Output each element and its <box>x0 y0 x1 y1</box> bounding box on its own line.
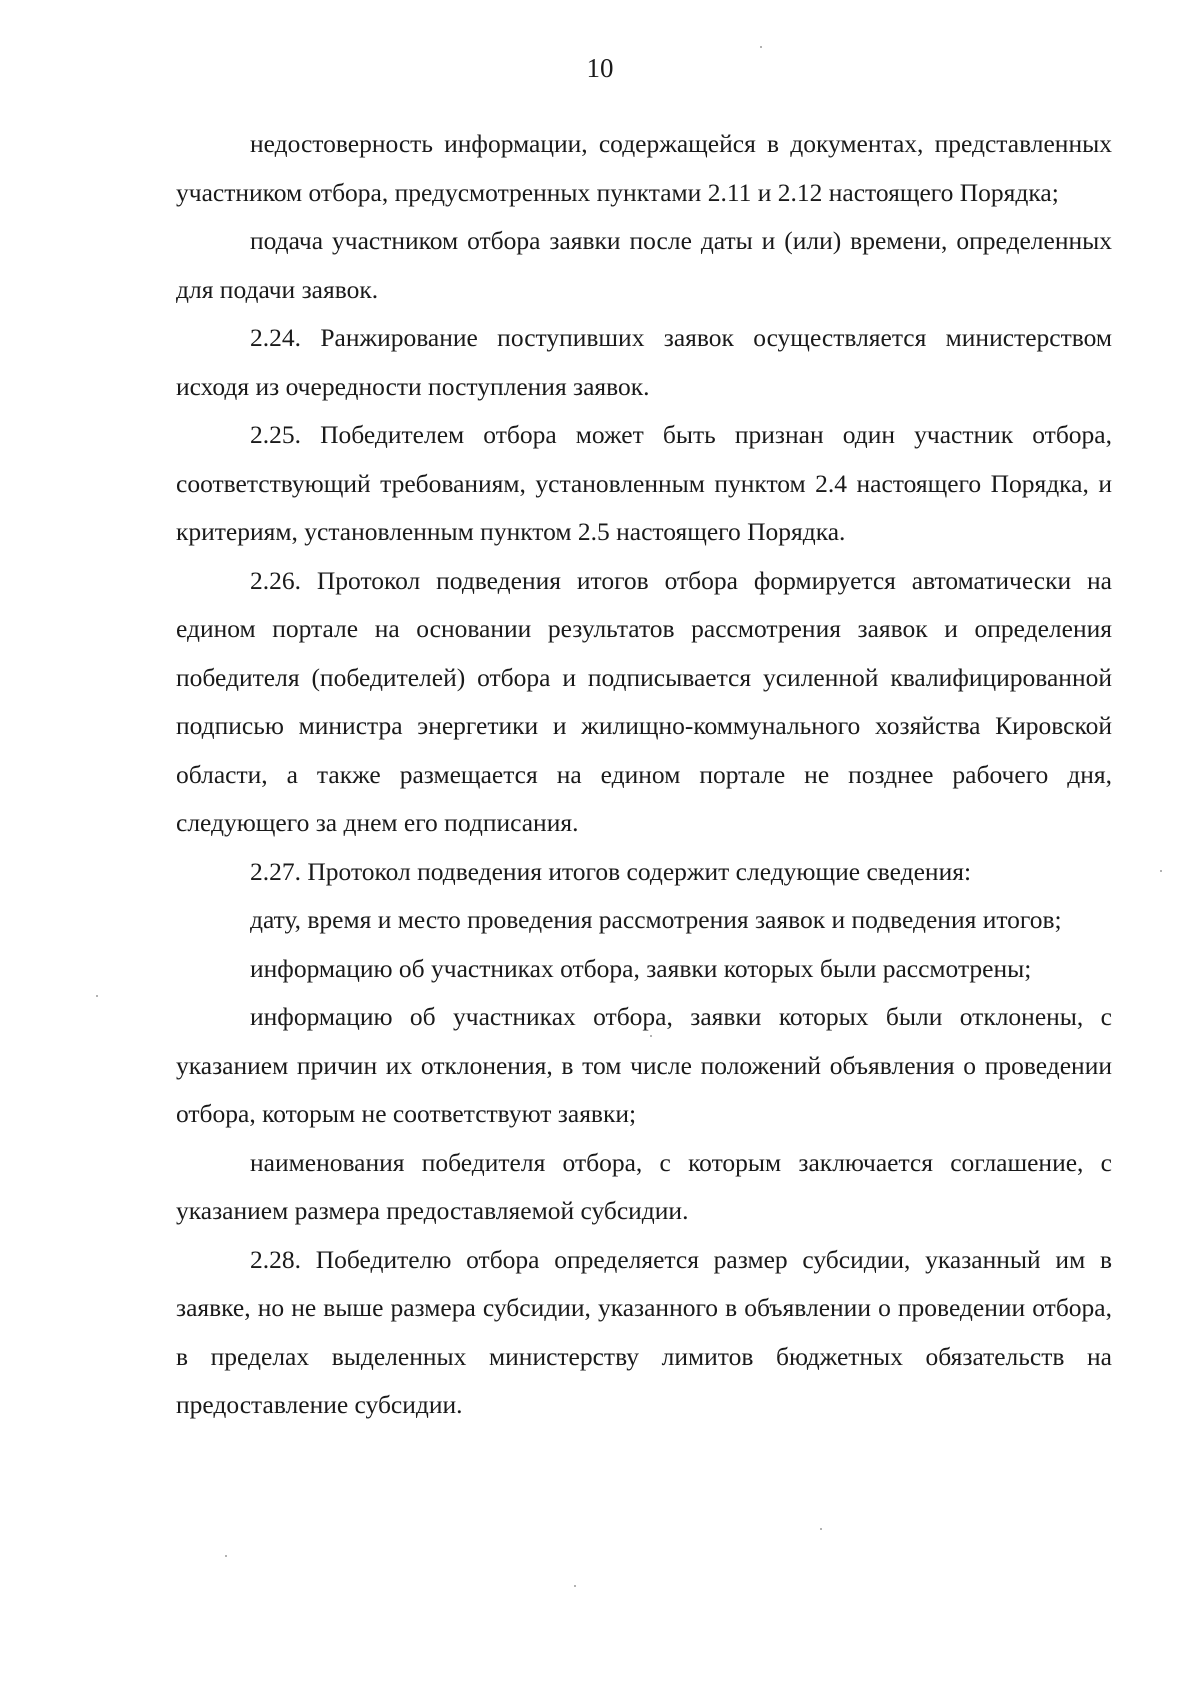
paragraph-2-24: 2.24. Ранжирование поступивших заявок осуществляется министерством исходя из очередности поступления заявок. <box>176 323 1112 401</box>
paragraph-considered-participants: информацию об участниках отбора, заявки которых были рассмотрены; <box>250 953 1032 983</box>
paragraph-2-26: 2.26. Протокол подведения итогов отбора формируется автоматически на едином портале на основании результатов рассмотрения заявок и определения победителя (победителей) отбора и подписывается усиленной квалифицированной подписью министра энергетики и жилищно-коммунального хозяйства Кировской области, а также размещается на едином портале не позднее рабочего дня, следующего за днем его подписания. <box>176 565 1112 837</box>
document-body <box>176 120 1112 1430</box>
paragraph-2-28: 2.28. Победителю отбора определяется размер субсидии, указанный им в заявке, но не выше размера субсидии, указанного в объявлении о проведении отбора, в пределах выделенных министерству лимитов бюджетных обязательств на предоставление субсидии. <box>176 1244 1112 1419</box>
page-number: 10 <box>586 53 614 83</box>
scan-speck <box>574 1585 576 1587</box>
paragraph-unreliable-info: недостоверность информации, содержащейся в документах, представленных участником отбора, предусмотренных пунктами 2.11 и 2.12 настоящего Порядка; <box>176 129 1112 207</box>
paragraph-rejected-participants: информацию об участниках отбора, заявки которых были отклонены, с указанием причин их отклонения, в том числе положений объявления о проведении отбора, которым не соответствуют заявки; <box>176 1002 1112 1128</box>
paragraph-late-submission: подача участником отбора заявки после даты и (или) времени, определенных для подачи заявок. <box>176 226 1112 304</box>
scan-speck <box>650 1035 652 1037</box>
scan-speck <box>96 995 98 997</box>
scan-speck <box>1160 870 1162 872</box>
scan-speck <box>760 46 762 48</box>
scan-speck <box>225 1555 227 1557</box>
scan-speck <box>820 1528 822 1530</box>
paragraph-2-25: 2.25. Победителем отбора может быть признан один участник отбора, соответствующий требованиям, установленным пунктом 2.4 настоящего Порядка, и критериям, установленным пунктом 2.5 настоящего Порядка. <box>176 420 1112 546</box>
paragraph-date-time-place: дату, время и место проведения рассмотрения заявок и подведения итогов; <box>250 905 1062 934</box>
paragraph-winner-name: наименования победителя отбора, с которым заключается соглашение, с указанием размера предоставляемой субсидии. <box>176 1147 1112 1225</box>
paragraph-2-27: 2.27. Протокол подведения итогов содержит следующие сведения: <box>250 856 972 886</box>
